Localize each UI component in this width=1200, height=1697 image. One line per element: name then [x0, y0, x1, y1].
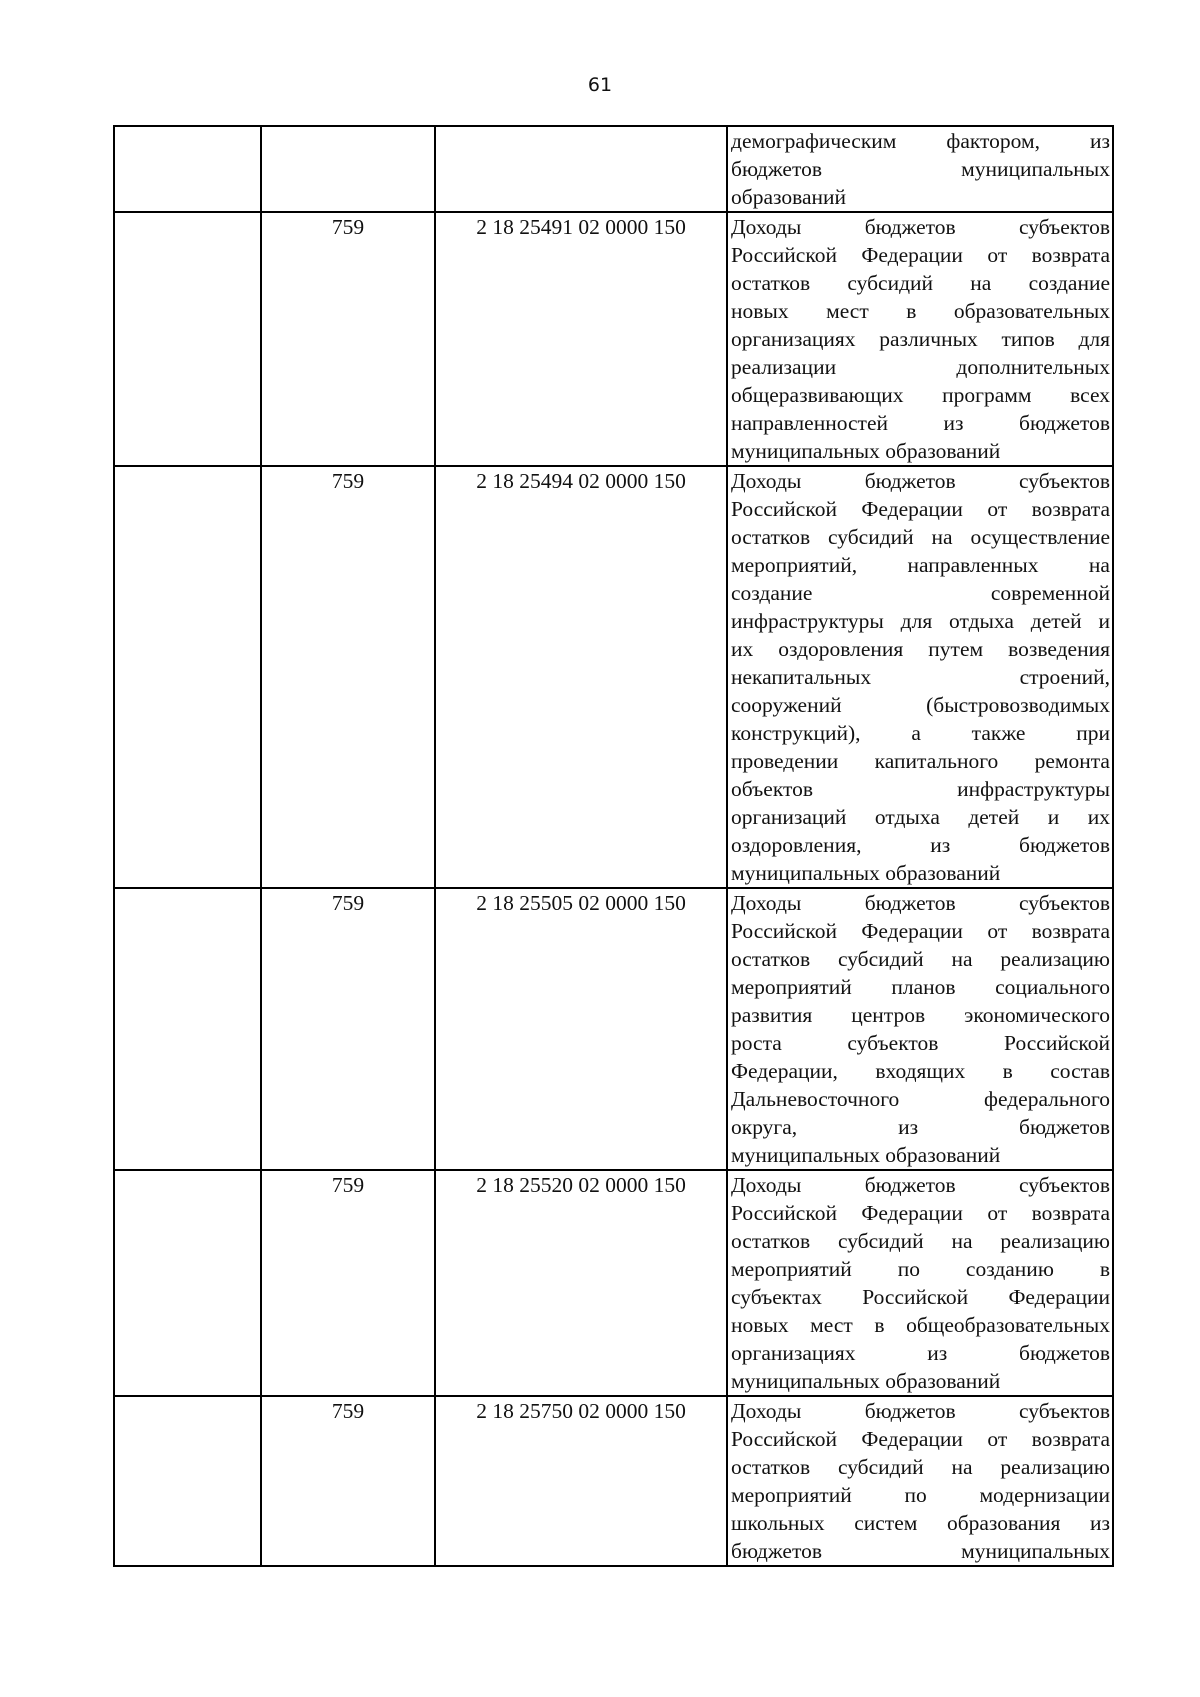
word: бюджетов — [864, 1173, 956, 1197]
word: при — [1076, 721, 1110, 745]
description-line — [728, 607, 1112, 635]
description-line — [728, 1057, 1112, 1085]
description-line — [728, 1029, 1112, 1057]
description-line — [728, 1199, 1112, 1227]
word: мест — [810, 1313, 853, 1337]
table-row — [114, 1396, 1113, 1566]
description-line — [728, 691, 1112, 719]
word: остатков — [731, 1229, 811, 1253]
table-row — [114, 888, 1113, 1170]
description-line — [728, 353, 1112, 381]
word: от — [987, 919, 1008, 943]
word: демографическим — [731, 129, 897, 153]
word: субсидий — [837, 1229, 924, 1253]
word: Доходы — [731, 1173, 802, 1197]
word: роста — [731, 1031, 782, 1055]
description-line: образований — [731, 185, 847, 209]
word: Российской — [731, 497, 837, 521]
word: мероприятий, — [731, 553, 858, 577]
admin-code-cell: 759 — [261, 1170, 435, 1396]
admin-code-cell — [261, 126, 435, 212]
word: из — [943, 411, 964, 435]
word: Доходы — [731, 1399, 802, 1423]
empty-cell — [114, 126, 261, 212]
description-line — [728, 973, 1112, 1001]
word: Федерации — [1008, 1285, 1110, 1309]
word: бюджетов — [1019, 1341, 1110, 1365]
word: Доходы — [731, 215, 802, 239]
word: Федерации — [861, 1201, 963, 1225]
table-row — [114, 126, 1113, 212]
admin-code-cell: 759 — [261, 466, 435, 888]
word: ремонта — [1034, 749, 1110, 773]
word: от — [987, 497, 1008, 521]
description-line — [728, 523, 1112, 551]
word: в — [1099, 1257, 1110, 1281]
word: различных — [879, 327, 978, 351]
description-line — [728, 297, 1112, 325]
word: бюджетов — [864, 215, 956, 239]
empty-cell — [114, 888, 261, 1170]
word: субсидий — [847, 271, 934, 295]
word: конструкций), — [731, 721, 861, 745]
word: модернизации — [979, 1483, 1110, 1507]
word: объектов — [731, 777, 813, 801]
word: реализацию — [1000, 947, 1110, 971]
word: возведения — [1008, 637, 1110, 661]
word: отдыха — [874, 805, 940, 829]
empty-cell — [114, 466, 261, 888]
description-line — [728, 551, 1112, 579]
word: для — [1078, 327, 1110, 351]
budget-code-cell: 2 18 25494 02 0000 150 — [435, 466, 727, 888]
word: капитального — [874, 749, 999, 773]
word: образовательных — [953, 299, 1110, 323]
word: их — [731, 637, 754, 661]
word: некапитальных — [731, 665, 872, 689]
word: общеобразовательных — [906, 1313, 1110, 1337]
word: муниципальных — [961, 157, 1110, 181]
description-line — [728, 1311, 1112, 1339]
description-line — [728, 1339, 1112, 1367]
word: субъектов — [1019, 1399, 1110, 1423]
word: современной — [990, 581, 1110, 605]
word: также — [971, 721, 1026, 745]
word: Дальневосточного — [731, 1087, 900, 1111]
description-line — [728, 269, 1112, 297]
description-line — [728, 831, 1112, 859]
word: из — [898, 1115, 919, 1139]
word: Федерации — [861, 497, 963, 521]
word: оздоровления — [778, 637, 904, 661]
description-line — [728, 1113, 1112, 1141]
word: Российской — [731, 919, 837, 943]
word: планов — [891, 975, 956, 999]
word: от — [987, 1427, 1008, 1451]
word: мероприятий — [731, 1257, 852, 1281]
word: детей — [968, 805, 1020, 829]
word: Федерации, — [731, 1059, 838, 1083]
description-cell — [727, 888, 1113, 1170]
word: из — [927, 1341, 948, 1365]
word: а — [911, 721, 921, 745]
word: субъектов — [1019, 215, 1110, 239]
word: из — [1089, 1511, 1110, 1535]
word: Российской — [862, 1285, 969, 1309]
word: организациях — [731, 1341, 856, 1365]
word: систем — [854, 1511, 918, 1535]
word: субсидий — [827, 525, 914, 549]
word: из — [1090, 129, 1110, 153]
word: возврата — [1031, 1201, 1110, 1225]
word: бюджетов — [1019, 411, 1110, 435]
word: состав — [1050, 1059, 1110, 1083]
description-cell — [727, 1396, 1113, 1566]
word: субсидий — [837, 1455, 924, 1479]
description-line — [728, 241, 1112, 269]
description-line: муниципальных образований — [731, 861, 1001, 885]
word: на — [931, 525, 953, 549]
description-line — [728, 325, 1112, 353]
budget-code-cell: 2 18 25750 02 0000 150 — [435, 1396, 727, 1566]
word: бюджетов — [864, 891, 956, 915]
word: в — [906, 299, 917, 323]
description-line — [728, 1001, 1112, 1029]
word: из — [930, 833, 951, 857]
word: социального — [995, 975, 1110, 999]
word: строений, — [1019, 665, 1110, 689]
word: бюджетов — [731, 157, 822, 181]
word: Доходы — [731, 891, 802, 915]
word: округа, — [731, 1115, 798, 1139]
word: в — [874, 1313, 885, 1337]
description-line — [728, 1171, 1112, 1199]
word: дополнительных — [956, 355, 1110, 379]
word: возврата — [1031, 497, 1110, 521]
description-line — [728, 1509, 1112, 1537]
word: на — [1088, 553, 1110, 577]
word: бюджетов — [864, 469, 956, 493]
word: реализации — [731, 355, 837, 379]
word: (быстровозводимых — [926, 693, 1110, 717]
word: в — [1002, 1059, 1013, 1083]
word: мероприятий — [731, 1483, 852, 1507]
description-cell — [727, 466, 1113, 888]
budget-codes-table — [113, 125, 1114, 1567]
word: отдыха — [949, 609, 1014, 633]
empty-cell — [114, 1396, 261, 1566]
description-line — [728, 635, 1112, 663]
description-line — [728, 1255, 1112, 1283]
word: бюджетов — [731, 1539, 822, 1563]
word: инфраструктуры — [731, 609, 884, 633]
word: программ — [942, 383, 1032, 407]
word: и — [1098, 609, 1110, 633]
word: сооружений — [731, 693, 842, 717]
table-body — [114, 126, 1113, 1566]
word: детей — [1030, 609, 1082, 633]
word: бюджетов — [1019, 833, 1110, 857]
word: школьных — [731, 1511, 825, 1535]
word: Федерации — [861, 243, 963, 267]
description-line — [728, 945, 1112, 973]
word: и — [1047, 805, 1060, 829]
word: на — [951, 1455, 973, 1479]
admin-code-cell: 759 — [261, 212, 435, 466]
description-line — [728, 1425, 1112, 1453]
empty-cell — [114, 1170, 261, 1396]
word: мероприятий — [731, 975, 852, 999]
description-line — [728, 381, 1112, 409]
word: новых — [731, 299, 789, 323]
admin-code-cell: 759 — [261, 1396, 435, 1566]
word: новых — [731, 1313, 789, 1337]
word: путем — [928, 637, 984, 661]
word: центров — [851, 1003, 926, 1027]
word: бюджетов — [864, 1399, 956, 1423]
description-line — [728, 1283, 1112, 1311]
word: Доходы — [731, 469, 802, 493]
word: создание — [731, 581, 813, 605]
description-line — [728, 1397, 1112, 1425]
word: входящих — [875, 1059, 966, 1083]
description-line — [728, 1227, 1112, 1255]
word: остатков — [731, 525, 811, 549]
word: от — [987, 243, 1008, 267]
word: создание — [1028, 271, 1110, 295]
word: фактором, — [946, 129, 1040, 153]
word: осуществление — [970, 525, 1110, 549]
word: субъектах — [731, 1285, 822, 1309]
description-line — [728, 803, 1112, 831]
word: организаций — [731, 805, 847, 829]
empty-cell — [114, 212, 261, 466]
word: общеразвивающих — [731, 383, 904, 407]
word: типов — [1001, 327, 1055, 351]
budget-code-cell — [435, 126, 727, 212]
word: субсидий — [837, 947, 924, 971]
budget-code-cell: 2 18 25505 02 0000 150 — [435, 888, 727, 1170]
word: развития — [731, 1003, 813, 1027]
word: Российской — [731, 1427, 837, 1451]
word: экономического — [964, 1003, 1110, 1027]
word: организациях — [731, 327, 856, 351]
word: муниципальных — [961, 1539, 1110, 1563]
word: по — [897, 1257, 920, 1281]
word: Российской — [731, 243, 837, 267]
word: оздоровления, — [731, 833, 862, 857]
word: от — [987, 1201, 1008, 1225]
description-line — [728, 155, 1112, 183]
word: возврата — [1031, 919, 1110, 943]
description-line — [728, 1537, 1112, 1565]
word: по — [904, 1483, 927, 1507]
word: направленностей — [731, 411, 888, 435]
word: на — [951, 1229, 973, 1253]
word: созданию — [965, 1257, 1054, 1281]
description-line — [728, 467, 1112, 495]
word: всех — [1070, 383, 1110, 407]
word: бюджетов — [1019, 1115, 1110, 1139]
word: направленных — [907, 553, 1039, 577]
word: остатков — [731, 947, 811, 971]
description-line: муниципальных образований — [731, 1143, 1001, 1167]
word: Российской — [1004, 1031, 1110, 1055]
word: Федерации — [861, 919, 963, 943]
word: возврата — [1031, 1427, 1110, 1451]
word: остатков — [731, 271, 811, 295]
page-number: 61 — [587, 74, 613, 96]
word: субъектов — [1019, 469, 1110, 493]
word: реализацию — [1000, 1229, 1110, 1253]
description-cell — [727, 1170, 1113, 1396]
word: на — [951, 947, 973, 971]
word: субъектов — [1019, 1173, 1110, 1197]
word: федерального — [984, 1087, 1110, 1111]
description-cell — [727, 126, 1113, 212]
table-row — [114, 1170, 1113, 1396]
description-line — [728, 1453, 1112, 1481]
admin-code-cell: 759 — [261, 888, 435, 1170]
word: реализацию — [1000, 1455, 1110, 1479]
description-line: муниципальных образований — [731, 439, 1001, 463]
table-row — [114, 212, 1113, 466]
description-line — [728, 917, 1112, 945]
budget-code-cell: 2 18 25520 02 0000 150 — [435, 1170, 727, 1396]
word: Российской — [731, 1201, 837, 1225]
word: Федерации — [861, 1427, 963, 1451]
description-line — [728, 889, 1112, 917]
word: возврата — [1031, 243, 1110, 267]
description-line — [728, 213, 1112, 241]
word: инфраструктуры — [957, 777, 1110, 801]
budget-code-cell: 2 18 25491 02 0000 150 — [435, 212, 727, 466]
description-line: муниципальных образований — [731, 1369, 1001, 1393]
description-cell — [727, 212, 1113, 466]
word: субъектов — [1019, 891, 1110, 915]
word: остатков — [731, 1455, 811, 1479]
table-row — [114, 466, 1113, 888]
description-line — [728, 1481, 1112, 1509]
word: на — [970, 271, 992, 295]
description-line — [728, 719, 1112, 747]
description-line — [728, 579, 1112, 607]
word: для — [900, 609, 933, 633]
description-line — [728, 747, 1112, 775]
word: мест — [826, 299, 869, 323]
description-line — [728, 409, 1112, 437]
description-line — [728, 775, 1112, 803]
description-line — [728, 1085, 1112, 1113]
word: их — [1087, 805, 1110, 829]
description-line — [728, 495, 1112, 523]
word: проведении — [731, 749, 839, 773]
description-line — [728, 127, 1112, 155]
word: субъектов — [847, 1031, 939, 1055]
word: образования — [946, 1511, 1061, 1535]
description-line — [728, 663, 1112, 691]
